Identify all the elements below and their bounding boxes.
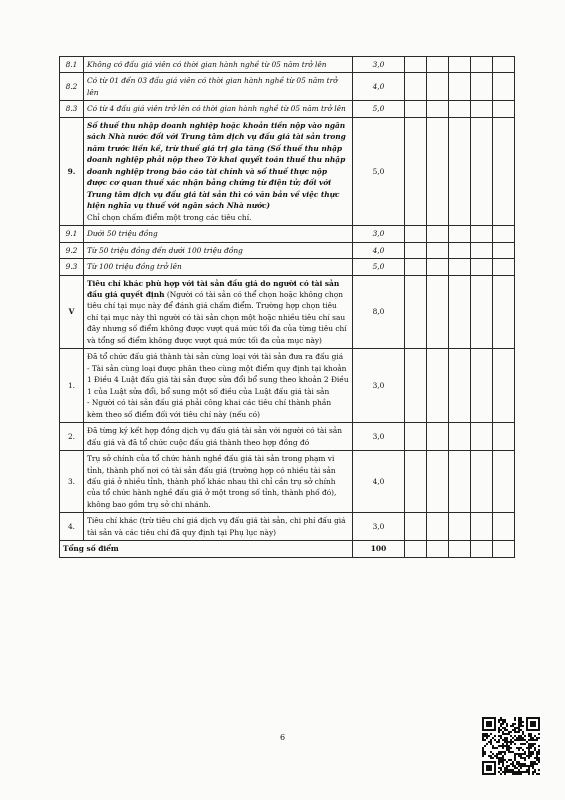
criterion-score: 3,0 <box>353 349 405 423</box>
table-row <box>60 101 515 117</box>
blank-cell <box>471 349 493 423</box>
row-number: 8.1 <box>60 57 84 73</box>
blank-cell <box>427 541 449 557</box>
blank-cell <box>493 275 515 349</box>
criterion-description <box>84 259 353 275</box>
blank-cell <box>449 101 471 117</box>
blank-cell <box>471 101 493 117</box>
row-number: 9. <box>60 117 84 225</box>
blank-cell <box>493 259 515 275</box>
criterion-score: 8,0 <box>353 275 405 349</box>
blank-cell <box>493 117 515 225</box>
row-number: 8.3 <box>60 101 84 117</box>
criterion-description <box>84 349 353 423</box>
table-row <box>60 242 515 258</box>
criterion-description <box>84 57 353 73</box>
blank-cell <box>471 275 493 349</box>
row-number: 9.1 <box>60 226 84 242</box>
blank-cell <box>471 226 493 242</box>
criterion-text: Từ 100 triệu đồng trở lên <box>87 262 182 272</box>
blank-cell <box>449 73 471 101</box>
blank-cell <box>471 259 493 275</box>
criterion-text: Có từ 01 đến 03 đấu giá viên có thời gian hành nghề từ 05 năm trở lên <box>87 76 338 97</box>
criterion-description <box>84 513 353 541</box>
criterion-score: 4,0 <box>353 451 405 513</box>
criterion-score: 4,0 <box>353 73 405 101</box>
criterion-score: 3,0 <box>353 513 405 541</box>
blank-cell <box>405 451 427 513</box>
blank-cell <box>405 73 427 101</box>
blank-cell <box>427 101 449 117</box>
blank-cell <box>449 349 471 423</box>
blank-cell <box>493 349 515 423</box>
blank-cell <box>449 242 471 258</box>
blank-cell <box>449 259 471 275</box>
criterion-text: Có từ 4 đấu giá viên trở lên có thời gian hành nghề từ 05 năm trở lên <box>87 104 346 114</box>
blank-cell <box>449 423 471 451</box>
blank-cell <box>405 349 427 423</box>
blank-cell <box>449 541 471 557</box>
blank-cell <box>471 451 493 513</box>
blank-cell <box>493 451 515 513</box>
blank-cell <box>427 226 449 242</box>
criterion-text: Tiêu chí khác (trừ tiêu chí giá dịch vụ đấu giá tài sản, chi phí đấu giá tài sản và các tiêu chí đã quy định tại Phụ lục này) <box>87 516 346 537</box>
criterion-text: - Tài sản cùng loại được phân theo cùng một điểm quy định tại khoản 1 Điều 4 Luật đấu giá tài sản được sửa đổi bổ sung theo khoản 2 Điều 1 của Luật sửa đổi, bổ sung một số điều của Luật đấu giá tài sản <box>87 363 349 396</box>
blank-cell <box>449 451 471 513</box>
table-row <box>60 226 515 242</box>
blank-cell <box>493 57 515 73</box>
criterion-text: Không có đấu giá viên có thời gian hành nghề từ 05 năm trở lên <box>87 60 327 69</box>
page-number: 6 <box>279 733 286 742</box>
blank-cell <box>427 57 449 73</box>
blank-cell <box>427 451 449 513</box>
criterion-text: Số thuế thu nhập doanh nghiệp hoặc khoản tiền nộp vào ngân sách Nhà nước đối với Trung tâm dịch vụ đấu giá tài sản trong năm trước liền kề, trừ thuế giá trị gia tăng (Số thuế thu nhập doanh nghiệp phải nộp theo Tờ khai quyết toán thuế thu nhập doanh nghiệp trong báo cáo tài chính và số thuế thực nộp được cơ quan thuế xác nhận bằng chứng từ điện tử; đối với Trung tâm dịch vụ đấu giá tài sản thì có văn bản về việc thực hiện nghĩa vụ thuế với ngân sách Nhà nước) <box>87 120 346 211</box>
blank-cell <box>405 259 427 275</box>
criterion-description <box>84 242 353 258</box>
blank-cell <box>427 73 449 101</box>
criterion-description <box>84 101 353 117</box>
criterion-description <box>84 275 353 349</box>
blank-cell <box>493 226 515 242</box>
row-number: V <box>60 275 84 349</box>
blank-cell <box>471 73 493 101</box>
criteria-rows <box>60 57 515 541</box>
total-row <box>60 541 515 557</box>
criterion-text: Từ 50 triệu đồng đến dưới 100 triệu đồng <box>87 245 243 255</box>
blank-cell <box>449 117 471 225</box>
blank-cell <box>471 513 493 541</box>
criterion-text: Dưới 50 triệu đồng <box>87 229 158 239</box>
blank-cell <box>471 541 493 557</box>
criteria-table <box>59 56 515 558</box>
blank-cell <box>405 101 427 117</box>
blank-cell <box>449 226 471 242</box>
criterion-score: 5,0 <box>353 259 405 275</box>
criterion-text: Chỉ chọn chấm điểm một trong các tiêu chí. <box>87 212 252 222</box>
blank-cell <box>471 242 493 258</box>
table-row <box>60 57 515 73</box>
blank-cell <box>405 57 427 73</box>
table-row <box>60 117 515 225</box>
blank-cell <box>405 226 427 242</box>
blank-cell <box>449 57 471 73</box>
blank-cell <box>427 349 449 423</box>
blank-cell <box>427 242 449 258</box>
criterion-score: 5,0 <box>353 101 405 117</box>
blank-cell <box>493 541 515 557</box>
table-row <box>60 513 515 541</box>
criterion-text: Đã từng ký kết hợp đồng dịch vụ đấu giá tài sản với người có tài sản đấu giá và đã tổ chức cuộc đấu giá thành theo hợp đồng đó <box>87 426 343 447</box>
blank-cell <box>427 275 449 349</box>
blank-cell <box>427 117 449 225</box>
criterion-score: 3,0 <box>353 57 405 73</box>
blank-cell <box>471 423 493 451</box>
blank-cell <box>493 513 515 541</box>
row-number: 4. <box>60 513 84 541</box>
row-number: 1. <box>60 349 84 423</box>
table-row <box>60 259 515 275</box>
criterion-score: 4,0 <box>353 242 405 258</box>
blank-cell <box>471 57 493 73</box>
criterion-description <box>84 117 353 225</box>
total-score: 100 <box>353 541 405 557</box>
row-number: 9.3 <box>60 259 84 275</box>
criterion-score: 3,0 <box>353 423 405 451</box>
blank-cell <box>493 242 515 258</box>
criterion-description <box>84 73 353 101</box>
criterion-score: 5,0 <box>353 117 405 225</box>
blank-cell <box>427 423 449 451</box>
table-row <box>60 349 515 423</box>
table-row <box>60 451 515 513</box>
table-row <box>60 275 515 349</box>
blank-cell <box>493 423 515 451</box>
criterion-description <box>84 451 353 513</box>
blank-cell <box>405 541 427 557</box>
criterion-text: Đã tổ chức đấu giá thành tài sản cùng loại với tài sản đưa ra đấu giá <box>87 352 344 362</box>
criterion-description <box>84 423 353 451</box>
table-row <box>60 73 515 101</box>
blank-cell <box>493 73 515 101</box>
table-row <box>60 423 515 451</box>
blank-cell <box>471 117 493 225</box>
total-label: Tổng số điểm <box>60 541 353 557</box>
blank-cell <box>427 259 449 275</box>
row-number: 8.2 <box>60 73 84 101</box>
blank-cell <box>405 117 427 225</box>
row-number: 9.2 <box>60 242 84 258</box>
blank-cell <box>493 101 515 117</box>
qr-code-icon <box>482 717 540 775</box>
criterion-score: 3,0 <box>353 226 405 242</box>
blank-cell <box>427 513 449 541</box>
blank-cell <box>449 513 471 541</box>
blank-cell <box>405 423 427 451</box>
blank-cell <box>449 275 471 349</box>
blank-cell <box>405 513 427 541</box>
row-number: 3. <box>60 451 84 513</box>
blank-cell <box>405 275 427 349</box>
criterion-text: - Người có tài sản đấu giá phải công khai các tiêu chí thành phần kèm theo số điểm đối với tiêu chí này (nếu có) <box>87 398 332 419</box>
criterion-description <box>84 226 353 242</box>
criterion-text: (Người có tài sản có thể chọn hoặc không chọn tiêu chí tại mục này để đánh giá chấm điểm. Trường hợp chọn tiêu chí tại mục này thì người có tài sản chọn một hoặc nhiều tiêu chí sau đây nhưng số điểm không được vượt quá mức tối đa của từng tiêu chí và tổng số điểm không được vượt quá mức tối đa của mục này) <box>87 289 347 345</box>
criterion-text: Trụ sở chính của tổ chức hành nghề đấu giá tài sản trong phạm vi tỉnh, thành phố nơi có tài sản đấu giá (trường hợp có nhiều tài sản đấu giá ở nhiều tỉnh, thành phố khác nhau thì chỉ cần trụ sở chính của tổ chức hành nghề đấu giá ở một trong số tỉnh, thành phố đó), không bao gồm trụ sở chi nhánh. <box>87 454 337 509</box>
row-number: 2. <box>60 423 84 451</box>
blank-cell <box>405 242 427 258</box>
criterion-text: Tiêu chí khác phù hợp với tài sản đấu giá do người có tài sản đấu giá quyết định <box>87 278 340 299</box>
